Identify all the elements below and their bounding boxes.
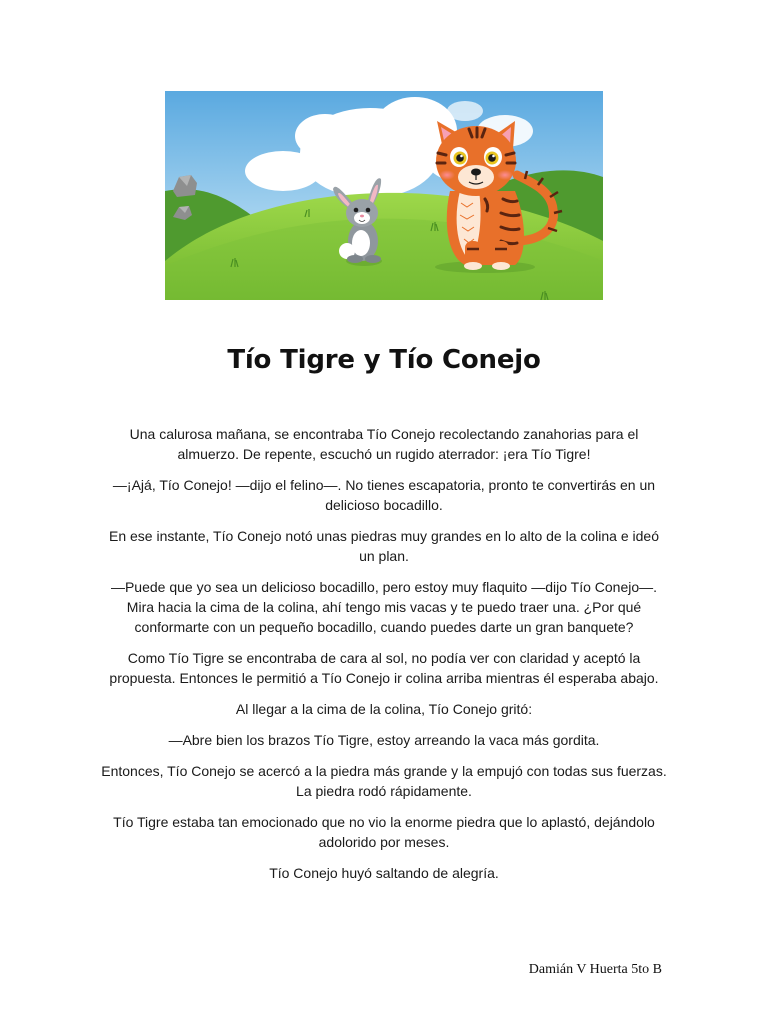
paragraph: Tío Tigre estaba tan emocionado que no vio la enorme piedra que lo aplastó, dejándolo adolorido por meses. xyxy=(113,814,655,850)
paragraph: Al llegar a la cima de la colina, Tío Conejo gritó: xyxy=(235,701,533,717)
paragraph: —Puede que yo sea un delicioso bocadillo, pero estoy muy flaquito —dijo Tío Conejo—. Mira hacia la cima de la colina, ahí tengo mis vacas y te puedo traer una. ¿Por qué conformarte con un pequeño bocadillo, cuando puedes darte un gran banquete? xyxy=(110,579,658,635)
paragraph: —Abre bien los brazos Tío Tigre, estoy arreando la vaca más gordita. xyxy=(168,732,600,748)
paragraph: Como Tío Tigre se encontraba de cara al sol, no podía ver con claridad y aceptó la propuesta. Entonces le permitió a Tío Conejo ir colina arriba mientras él esperaba abajo. xyxy=(109,650,659,686)
paragraph: En ese instante, Tío Conejo notó unas piedras muy grandes en lo alto de la colina e ideó un plan. xyxy=(109,528,659,564)
paragraph: Entonces, Tío Conejo se acercó a la piedra más grande y la empujó con todas sus fuerzas. La piedra rodó rápidamente. xyxy=(101,763,667,799)
paragraph: Una calurosa mañana, se encontraba Tío Conejo recolectando zanahorias para el almuerzo. De repente, escuchó un rugido aterrador: ¡era Tío Tigre! xyxy=(129,426,639,462)
paragraph: —¡Ajá, Tío Conejo! —dijo el felino—. No tienes escapatoria, pronto te convertirás en un delicioso bocadillo. xyxy=(112,477,656,513)
paragraph: Tío Conejo huyó saltando de alegría. xyxy=(269,865,499,881)
story-title: Tío Tigre y Tío Conejo xyxy=(227,345,541,375)
story-body xyxy=(100,424,668,894)
story-illustration xyxy=(165,91,603,300)
author-signature: Damián V Huerta 5to B xyxy=(528,962,662,977)
